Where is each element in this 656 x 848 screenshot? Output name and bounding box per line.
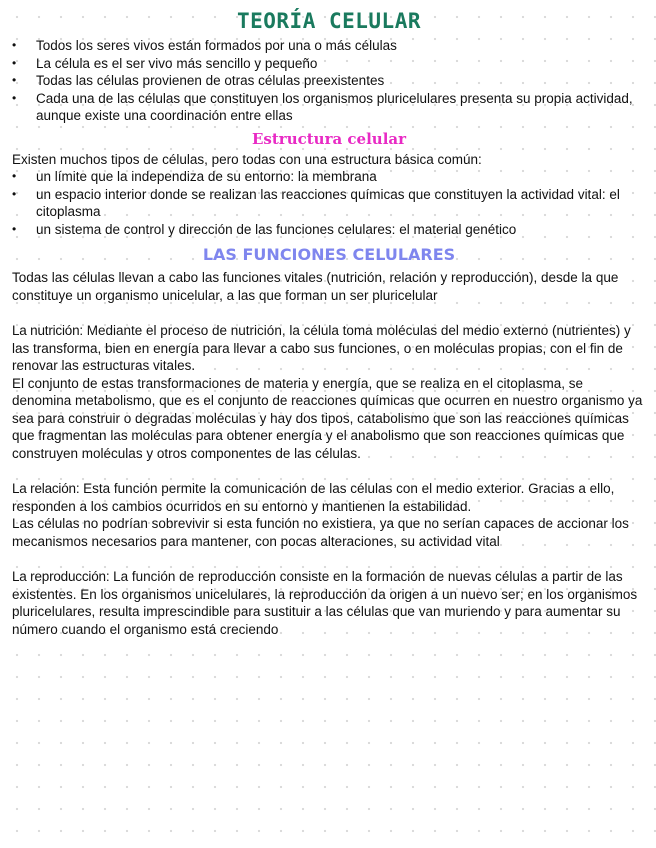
theory-bullet: • Todas las células provienen de otras células preexistentes bbox=[12, 72, 646, 90]
nutrition-paragraph bbox=[12, 322, 646, 375]
theory-bullet-list bbox=[12, 37, 646, 125]
structure-heading: Estructura celular bbox=[251, 129, 407, 148]
structure-bullet: • un sistema de control y dirección de las funciones celulares: el material genético bbox=[12, 221, 646, 239]
reproduction-text: La función de reproducción consiste en la formación de nuevas células a partir de las existentes. En los organismos unicelulares, la reproducción da origen a un nuevo ser; en los organismos pluricelulares, resulta imprescindible para sustituir a las células que van muriendo y para aumentar su número cuando el organismo está creciendo bbox=[12, 569, 638, 637]
structure-bullet: • un espacio interior donde se realizan las reacciones químicas que constituyen la actividad vital: el citoplasma bbox=[12, 186, 646, 221]
reproduction-label: La reproducción: bbox=[12, 569, 110, 584]
theory-bullet: • La célula es el ser vivo más sencillo y pequeño bbox=[12, 55, 646, 73]
structure-bullet-list bbox=[12, 168, 646, 238]
reproduction-paragraph bbox=[12, 568, 646, 638]
structure-bullet: • un límite que la independiza de su entorno: la membrana bbox=[12, 168, 646, 186]
relation-label: La relación: bbox=[12, 481, 80, 496]
relation-paragraph bbox=[12, 480, 646, 515]
theory-bullet: • Todos los seres vivos están formados por una o más células bbox=[12, 37, 646, 55]
relation-paragraph-2: Las células no podrían sobrevivir si esta función no existiera, ya que no serían capaces de accionar los mecanismos necesarios para mantener, con pocas alteraciones, su actividad vital bbox=[12, 516, 629, 549]
functions-intro: Todas las células llevan a cabo las funciones vitales (nutrición, relación y reproducción), desde la que constituye un organismo unicelular, a las que forman un ser pluricelular bbox=[12, 270, 619, 303]
nutrition-text: Mediante el proceso de nutrición, la célula toma moléculas del medio externo (nutrientes) y las transforma, bien en energía para llevar a cabo sus funciones, o en moléculas propias, con el fin de renovar las estructuras vitales. bbox=[12, 323, 631, 373]
structure-intro: Existen muchos tipos de células, pero todas con una estructura básica común: bbox=[12, 151, 482, 167]
functions-heading: LAS FUNCIONES CELULARES bbox=[202, 245, 456, 264]
metabolism-paragraph: El conjunto de estas transformaciones de materia y energía, que se realiza en el citoplasma, se denomina metabolismo, que es el conjunto de reacciones químicas que ocurren en nuestro organismo ya sea para construir o degradas moléculas y hay dos tipos, catabolismo que son las reacciones químicas que fragmentan las moléculas para obtener energía y el anabolismo que son reacciones químicas que construyen moléculas y otros componentes de las células. bbox=[12, 375, 643, 461]
theory-bullet: • Cada una de las células que constituyen los organismos pluricelulares presenta su propia actividad, aunque existe una coordinación entre ellas bbox=[12, 90, 646, 125]
nutrition-label: La nutrición: bbox=[12, 323, 83, 338]
relation-text: Esta función permite la comunicación de las células con el medio exterior. Gracias a ello, responden a los cambios ocurridos en su entorno y mantienen la estabilidad. bbox=[12, 481, 615, 514]
page-title: TEORÍA CELULAR bbox=[236, 9, 421, 33]
